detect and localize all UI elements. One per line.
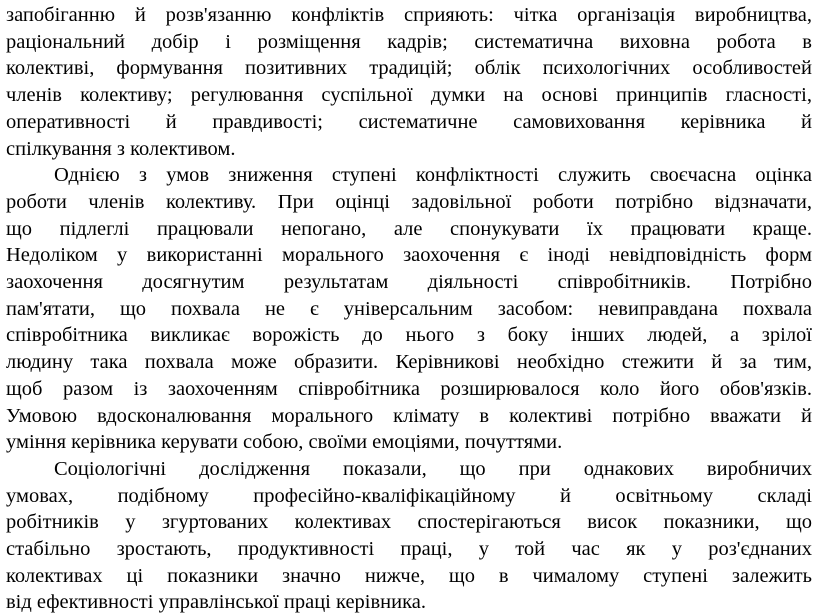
- text-line: стабільно зростають, продуктивності праці, у той час як у роз'єднаних: [6, 538, 812, 561]
- text-line: пам'ятати, що похвала не є універсальним засобом: невиправдана похвала: [6, 297, 812, 320]
- text-line: що підлеглі працювали непогано, але спонукувати їх працювати краще.: [6, 217, 812, 240]
- text-line: робітників у згуртованих колективах спостерігаються висок показники, що: [6, 511, 812, 534]
- text-line: колективі, формування позитивних традицій; облік психологічних особливостей: [6, 57, 812, 80]
- text-line: запобіганню й розв'язанню конфліктів сприяють: чітка організація виробництва,: [6, 4, 812, 26]
- text-line: Недоліком у використанні морального заохочення є іноді невідповідність форм: [6, 244, 812, 267]
- text-line: Однією з умов зниження ступені конфліктності служить своєчасна оцінка: [54, 164, 812, 187]
- text-line: співробітника викликає ворожість до нього з боку інших людей, а зрілої: [6, 324, 812, 347]
- text-line: заохочення досягнутим результатам діяльності співробітників. Потрібно: [6, 271, 812, 294]
- text-line: Умовою вдосконалювання морального клімату в колективі потрібно вважати й: [6, 404, 812, 427]
- text-line: від ефективності управлінської праці керівника.: [6, 591, 426, 614]
- text-line: роботи членів колективу. При оцінці задовільної роботи потрібно відзначати,: [6, 190, 812, 213]
- text-line: спілкування з колективом.: [6, 137, 236, 160]
- text-line: членів колективу; регулювання суспільної думки на основі принципів гласності,: [6, 84, 812, 107]
- text-line: людину така похвала може образити. Керівникові необхідно стежити й за тим,: [6, 351, 812, 374]
- text-line: колективах ці показники значно нижче, що в чималому ступені залежить: [6, 564, 812, 587]
- paragraph-2: [6, 162, 812, 456]
- text-line: щоб разом із заохоченням співробітника розширювалося коло його обов'язків.: [6, 377, 812, 400]
- text-line: умовах, подібному професійно-кваліфікаційному й освітньому складі: [6, 484, 812, 507]
- paragraph-3: [6, 456, 812, 616]
- text-line: уміння керівника керувати собою, своїми емоціями, почуттями.: [6, 431, 563, 454]
- text-line: Соціологічні дослідження показали, що при однакових виробничих: [54, 457, 812, 480]
- text-line: оперативності й правдивості; систематичне самовиховання керівника й: [6, 110, 812, 133]
- text-line: раціональний добір і розміщення кадрів; систематична виховна робота в: [6, 30, 812, 53]
- paragraph-1: [6, 2, 812, 162]
